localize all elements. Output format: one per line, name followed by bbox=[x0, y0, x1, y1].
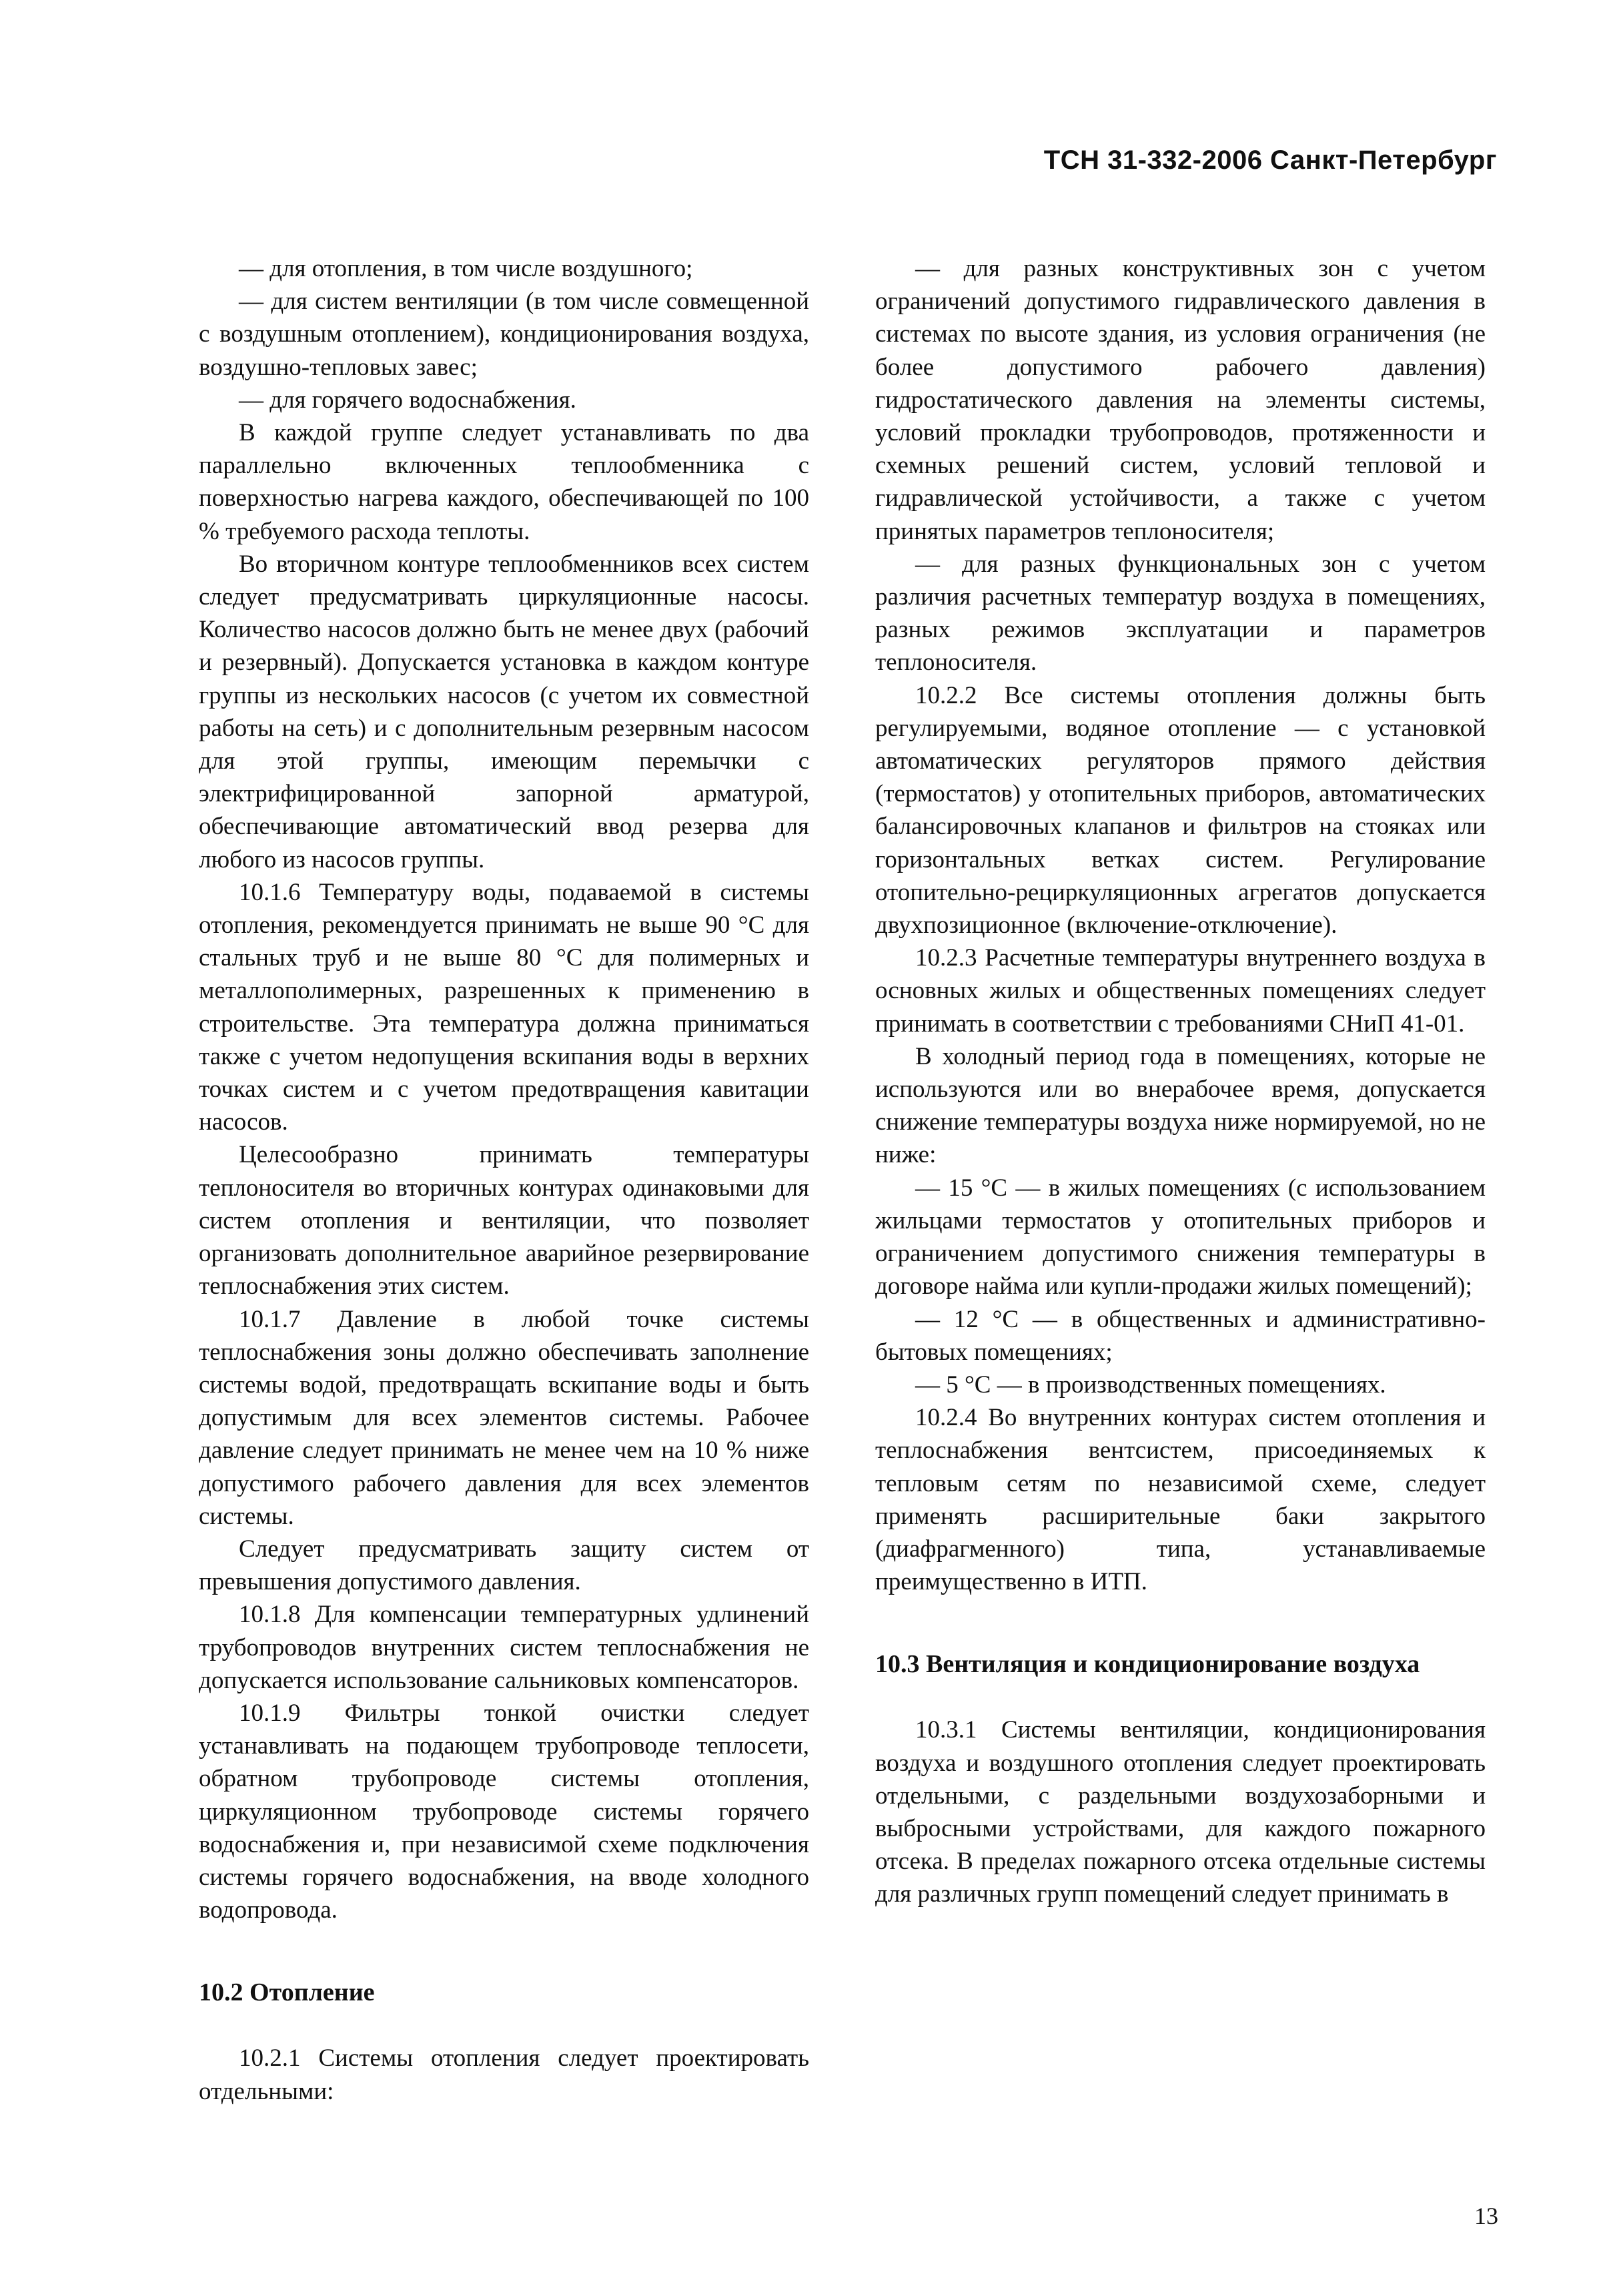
running-header: ТСН 31-332-2006 Санкт-Петербург bbox=[1043, 145, 1497, 175]
list-item-constructive-zones: — для разных конструктивных зон с учетом ограничений допустимого гидравлического давления в системах по высоте здания, из условия ограничения (не более допустимого рабочего давления) гидростатического давления на элементы системы, условий прокладки трубопроводов, протяженности и схемных решений систем, условий тепловой и гидравлической устойчивости, а также с учетом принятых параметров теплоносителя; bbox=[875, 255, 1486, 545]
paragraph-coolant-temperatures: Целесообразно принимать температуры теплоносителя во вторичных контурах одинаковыми для систем отопления и вентиляции, что позволяет организовать дополнительное аварийное резервирование теплоснабжения этих систем. bbox=[199, 1141, 809, 1300]
paragraph-10-1-6: 10.1.6 Температуру воды, подаваемой в системы отопления, рекомендуется принимать не выше 90 °С для стальных труб и не выше 80 °С для полимерных и металлополимерных, разрешенных к применению в строительстве. Эта температура должна приниматься также с учетом недопущения вскипания воды в верхних точках систем и с учетом предотвращения кавитации насосов. bbox=[199, 878, 809, 1136]
list-item-public-12c: — 12 °С — в общественных и административно-бытовых помещениях; bbox=[875, 1305, 1486, 1366]
paragraph-10-1-7: 10.1.7 Давление в любой точке системы теплоснабжения зоны должно обеспечивать заполнение системы водой, предотвращать вскипание воды и быть допустимым для всех элементов системы. Рабочее давление следует принимать не менее чем на 10 % ниже допустимого рабочего давления для всех элементов системы. bbox=[199, 1305, 809, 1530]
list-item-heating: — для отопления, в том числе воздушного; bbox=[239, 255, 693, 282]
list-item-industrial-5c: — 5 °С — в производственных помещениях. bbox=[915, 1371, 1386, 1399]
paragraph-10-3-1: 10.3.1 Системы вентиляции, кондиционирования воздуха и воздушного отопления следует проектировать отдельными, с раздельными воздухозаборными и выбросными устройствами, для каждого пожарного отсека. В пределах пожарного отсека отдельные системы для различных групп помещений следует принимать в bbox=[875, 1716, 1486, 1908]
list-item-hot-water: — для горячего водоснабжения. bbox=[239, 386, 576, 414]
list-item-residential-15c: — 15 °С — в жилых помещениях (с использованием жильцами термостатов у отопительных приборов и ограничением допустимого снижения температуры в договоре найма или купли-продажи жилых помещений); bbox=[875, 1174, 1486, 1300]
left-column bbox=[199, 252, 809, 2108]
right-column bbox=[875, 252, 1486, 1911]
paragraph-10-2-4: 10.2.4 Во внутренних контурах систем отопления и теплоснабжения вентсистем, присоединяемых к тепловым сетям по независимой схеме, следует применять расширительные баки закрытого (диафрагменного) типа, устанавливаемые преимущественно в ИТП. bbox=[875, 1404, 1486, 1596]
paragraph-10-1-9: 10.1.9 Фильтры тонкой очистки следует устанавливать на подающем трубопроводе теплосети, обратном трубопроводе системы отопления, циркуляционном трубопроводе системы горячего водоснабжения и, при независимой схеме подключения системы горячего водоснабжения, на вводе холодного водопровода. bbox=[199, 1699, 809, 1924]
paragraph-circulation-pumps: Во вторичном контуре теплообменников всех систем следует предусматривать циркуляционные насосы. Количество насосов должно быть не менее двух (рабочий и резервный). Допускается установка в каждом контуре группы из нескольких насосов (с учетом их совместной работы на сеть) и с дополнительным резервным насосом для этой группы, имеющим перемычки с электрифицированной запорной арматурой, обеспечивающие автоматический ввод резерва для любого из насосов группы. bbox=[199, 550, 809, 873]
paragraph-10-1-8: 10.1.8 Для компенсации температурных удлинений трубопроводов внутренних систем теплоснабжения не допускается использование сальниковых компенсаторов. bbox=[199, 1601, 809, 1694]
paragraph-overpressure-protection: Следует предусматривать защиту систем от превышения допустимого давления. bbox=[199, 1535, 809, 1596]
list-item-ventilation: — для систем вентиляции (в том числе совмещенной с воздушным отоплением), кондиционирования воздуха, воздушно-тепловых завес; bbox=[199, 288, 809, 381]
paragraph-10-2-3: 10.2.3 Расчетные температуры внутреннего воздуха в основных жилых и общественных помещениях следует принимать в соответствии с требованиями СНиП 41-01. bbox=[875, 944, 1486, 1038]
paragraph-10-2-1: 10.2.1 Системы отопления следует проектировать отдельными: bbox=[199, 2044, 809, 2105]
section-heading-10-3: 10.3 Вентиляция и кондиционирование воздуха bbox=[875, 1650, 1420, 1679]
paragraph-heat-exchangers: В каждой группе следует устанавливать по два параллельно включенных теплообменника с поверхностью нагрева каждого, обеспечивающей по 100 % требуемого расхода теплоты. bbox=[199, 419, 809, 545]
paragraph-10-2-2: 10.2.2 Все системы отопления должны быть регулируемыми, водяное отопление — с установкой автоматических регуляторов прямого действия (термостатов) у отопительных приборов, автоматических балансировочных клапанов и фильтров на стояках или горизонтальных ветках систем. Регулирование отопительно-рециркуляционных агрегатов допускается двухпозиционное (включение-отключение). bbox=[875, 681, 1486, 939]
paragraph-cold-period: В холодный период года в помещениях, которые не используются или во внерабочее время, допускается снижение температуры воздуха ниже нормируемой, но не ниже: bbox=[875, 1042, 1486, 1169]
section-heading-10-2: 10.2 Отопление bbox=[199, 1978, 375, 2007]
page-number: 13 bbox=[1474, 2203, 1498, 2229]
list-item-functional-zones: — для разных функциональных зон с учетом различия расчетных температур воздуха в помещениях, разных режимов эксплуатации и параметров теплоносителя. bbox=[875, 550, 1486, 677]
